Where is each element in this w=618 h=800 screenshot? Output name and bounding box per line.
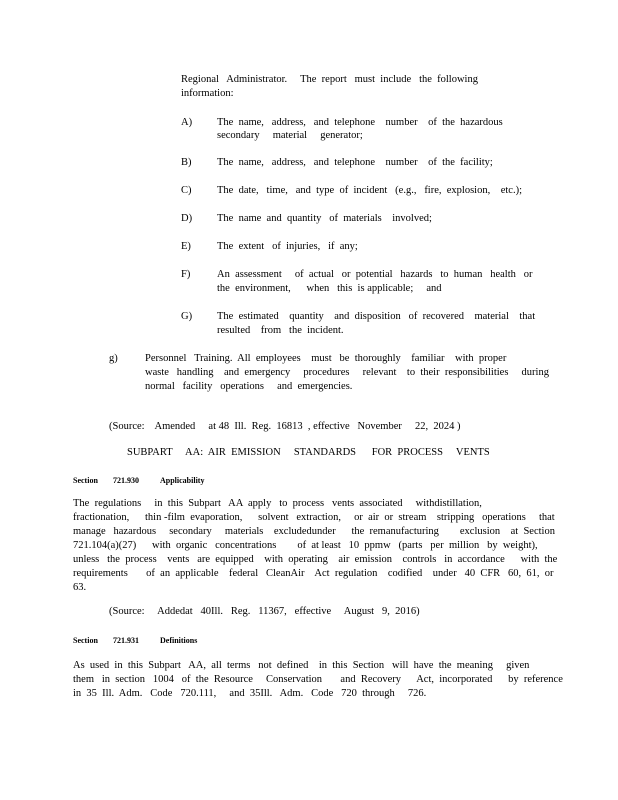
section-body-line: The regulations in this Subpart AA apply to process vents associated withdistillation, (73, 498, 482, 509)
item-letter: D) (181, 213, 193, 224)
training-letter: g) (109, 353, 118, 364)
intro-line-1: Regional Administrator. The report must include the following (181, 74, 478, 85)
section-label: Section (73, 476, 98, 485)
item-line: resulted from the incident. (217, 325, 344, 336)
intro-line-2: information: (181, 88, 234, 99)
section-body-line: manage hazardous secondary materials excludedunder the remanufacturing exclusion at Section (73, 526, 555, 537)
section-body-line: 63. (73, 582, 87, 593)
item-line: The name, address, and telephone number of the hazardous (217, 117, 503, 128)
item-letter: G) (181, 311, 193, 322)
source-note-1: (Source: Amended at 48 Ill. Reg. 16813 , effective November 22, 2024 ) (109, 421, 461, 432)
item-line: The date, time, and type of incident (e.g., fire, explosion, etc.); (217, 185, 522, 196)
training-line: normal facility operations and emergencies. (145, 381, 353, 392)
item-line: The extent of injuries, if any; (217, 241, 358, 252)
training-line: waste handling and emergency procedures relevant to their responsibilities during (145, 367, 549, 378)
section-number: 721.930 (113, 476, 139, 485)
section-body-line: them in section 1004 of the Resource Conservation and Recovery Act, incorporated by reference (73, 674, 563, 685)
section-body-line: in 35 Ill. Adm. Code 720.111, and 35Ill. Adm. Code 720 through 726. (73, 688, 427, 699)
section-number: 721.931 (113, 636, 139, 645)
section-body-line: fractionation, thin -film evaporation, solvent extraction, or air or stream stripping operations that (73, 512, 555, 523)
item-letter: B) (181, 157, 192, 168)
item-letter: C) (181, 185, 192, 196)
section-label: Section (73, 636, 98, 645)
section-title: Definitions (160, 636, 198, 645)
item-line: the environment, when this is applicable; and (217, 283, 442, 294)
section-body-line: As used in this Subpart AA, all terms not defined in this Section will have the meaning given (73, 660, 530, 671)
item-letter: F) (181, 269, 191, 280)
source-note-2: (Source: Addedat 40Ill. Reg. 11367, effective August 9, 2016) (109, 606, 420, 617)
item-line: The name and quantity of materials involved; (217, 213, 432, 224)
subpart-title: SUBPART AA: AIR EMISSION STANDARDS FOR PROCESS VENTS (127, 447, 490, 458)
item-line: The name, address, and telephone number of the facility; (217, 157, 493, 168)
section-body-line: unless the process vents are equipped with operating air emission controls in accordance with the (73, 554, 558, 565)
item-line: The estimated quantity and disposition of recovered material that (217, 311, 536, 322)
section-title: Applicability (160, 476, 205, 485)
item-line: secondary material generator; (217, 130, 363, 141)
training-line: Personnel Training. All employees must be thoroughly familiar with proper (145, 353, 507, 364)
item-line: An assessment of actual or potential hazards to human health or (217, 269, 533, 280)
item-letter: E) (181, 241, 191, 252)
item-letter: A) (181, 117, 193, 128)
section-body-line: 721.104(a)(27) with organic concentrations of at least 10 ppmw (parts per million by weight), (73, 540, 538, 551)
section-body-line: requirements of an applicable federal CleanAir Act regulation codified under 40 CFR 60, 61, or (73, 568, 554, 579)
